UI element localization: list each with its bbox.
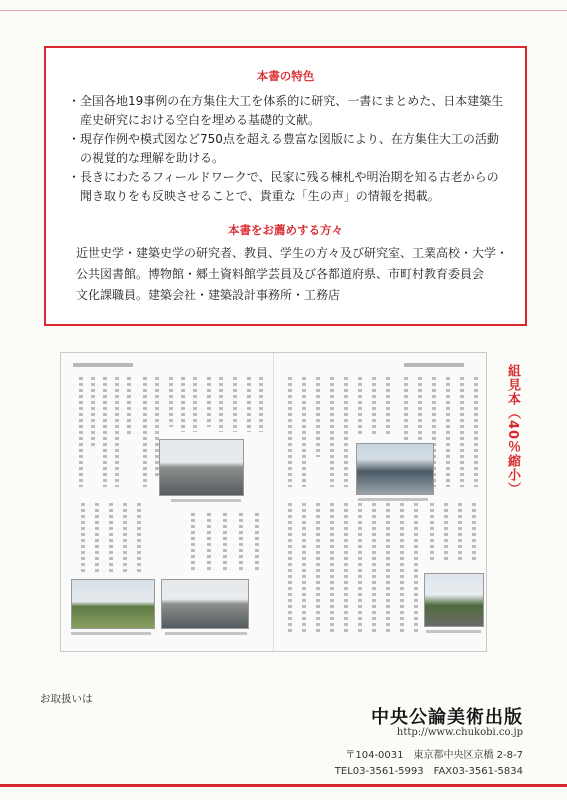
sample-page-left: [61, 353, 274, 651]
text-column: [223, 513, 227, 573]
feature-text: 長きにわたるフィールドワークで、民家に残る棟札や明治期を知る古老からの聞き取りをも反映させることで、貴重な「生の声」の情報を掲載。: [80, 170, 499, 203]
features-box: [44, 46, 527, 326]
text-column: [458, 503, 462, 563]
text-column: [386, 503, 390, 633]
top-rule: [0, 0, 567, 11]
photo: [424, 573, 484, 627]
bullet-mark: ・: [68, 132, 81, 146]
text-column: [239, 513, 243, 573]
text-column: [474, 377, 478, 487]
photo-caption: [358, 498, 428, 501]
text-column: [302, 377, 306, 487]
text-column: [344, 503, 348, 633]
text-column: [233, 377, 237, 432]
photo-caption: [71, 632, 151, 635]
features-heading: 本書の特色: [256, 69, 315, 83]
text-column: [386, 377, 390, 437]
text-column: [115, 377, 119, 487]
running-head: [404, 363, 464, 367]
features-list: [68, 92, 509, 206]
text-column: [81, 503, 85, 573]
text-column: [430, 503, 434, 563]
feature-text: 全国各地19事例の在方集住大工を体系的に研究、一書にまとめた、日本建築生産史研究における空白を埋める基礎的文献。: [80, 94, 504, 127]
text-column: [79, 377, 83, 487]
text-column: [288, 377, 292, 487]
recommended-list: [76, 243, 509, 306]
text-column: [372, 377, 376, 437]
feature-item: [68, 92, 509, 130]
photo: [356, 443, 434, 495]
bullet-mark: ・: [68, 94, 81, 108]
photo-caption: [171, 499, 241, 502]
feature-text: 現存作例や模式図など750点を超える豊富な図版により、在方集住大工の活動の視覚的な理解を助ける。: [80, 132, 499, 165]
publisher-url[interactable]: http://www.chukobi.co.jp: [396, 727, 523, 738]
text-column: [247, 377, 251, 432]
text-column: [191, 513, 195, 573]
publisher-name: 中央公論美術出版: [371, 707, 523, 728]
text-column: [444, 503, 448, 563]
text-column: [143, 377, 147, 487]
text-column: [207, 513, 211, 573]
text-column: [127, 377, 131, 437]
text-column: [302, 503, 306, 633]
text-column: [372, 503, 376, 633]
text-column: [259, 377, 263, 432]
text-column: [358, 377, 362, 437]
recommended-line: 文化課職員。建築会社・建築設計事務所・工務店: [76, 288, 341, 302]
text-column: [193, 377, 197, 432]
text-column: [95, 503, 99, 573]
text-column: [181, 377, 185, 432]
running-head: [73, 363, 133, 367]
text-column: [219, 377, 223, 432]
text-column: [330, 503, 334, 633]
photo: [161, 579, 249, 629]
feature-item: [68, 130, 509, 168]
handling-label: お取扱いは: [40, 693, 93, 705]
recommended-line: 公共図書館。博物館・郷土資料館学芸員及び各都道府県、市町村教育委員会: [76, 267, 485, 281]
text-column: [316, 377, 320, 457]
publisher-phone-fax: TEL03-3561-5993 FAX03-3561-5834: [334, 766, 523, 777]
text-column: [123, 503, 127, 573]
text-column: [169, 377, 173, 427]
recommended-heading: 本書をお薦めする方々: [228, 223, 343, 237]
text-column: [472, 503, 476, 563]
sample-spread-image: [60, 352, 487, 652]
recommended-line: 近世史学・建築史学の研究者、教員、学生の方々及び研究室、工業高校・大学・: [76, 246, 509, 260]
text-column: [91, 377, 95, 447]
bullet-mark: ・: [68, 170, 81, 184]
text-column: [358, 503, 362, 633]
text-column: [103, 377, 107, 487]
text-column: [344, 377, 348, 487]
sample-page-right: [274, 353, 487, 651]
photo-caption: [165, 632, 247, 635]
text-column: [137, 503, 141, 573]
text-column: [207, 377, 211, 427]
photo: [159, 439, 244, 496]
text-column: [255, 513, 259, 573]
text-column: [460, 377, 464, 487]
feature-item: [68, 168, 509, 206]
photo: [71, 579, 155, 629]
photo-caption: [426, 630, 481, 633]
publisher-address: 〒104-0031 東京都中央区京橋 2-8-7: [345, 750, 523, 761]
text-column: [400, 503, 404, 633]
sample-label: 組見本（40％縮小）: [505, 364, 520, 497]
text-column: [330, 377, 334, 487]
text-column: [446, 377, 450, 487]
text-column: [414, 503, 418, 633]
text-column: [316, 503, 320, 633]
bottom-rule: [0, 784, 567, 787]
text-column: [288, 503, 292, 633]
text-column: [109, 503, 113, 573]
